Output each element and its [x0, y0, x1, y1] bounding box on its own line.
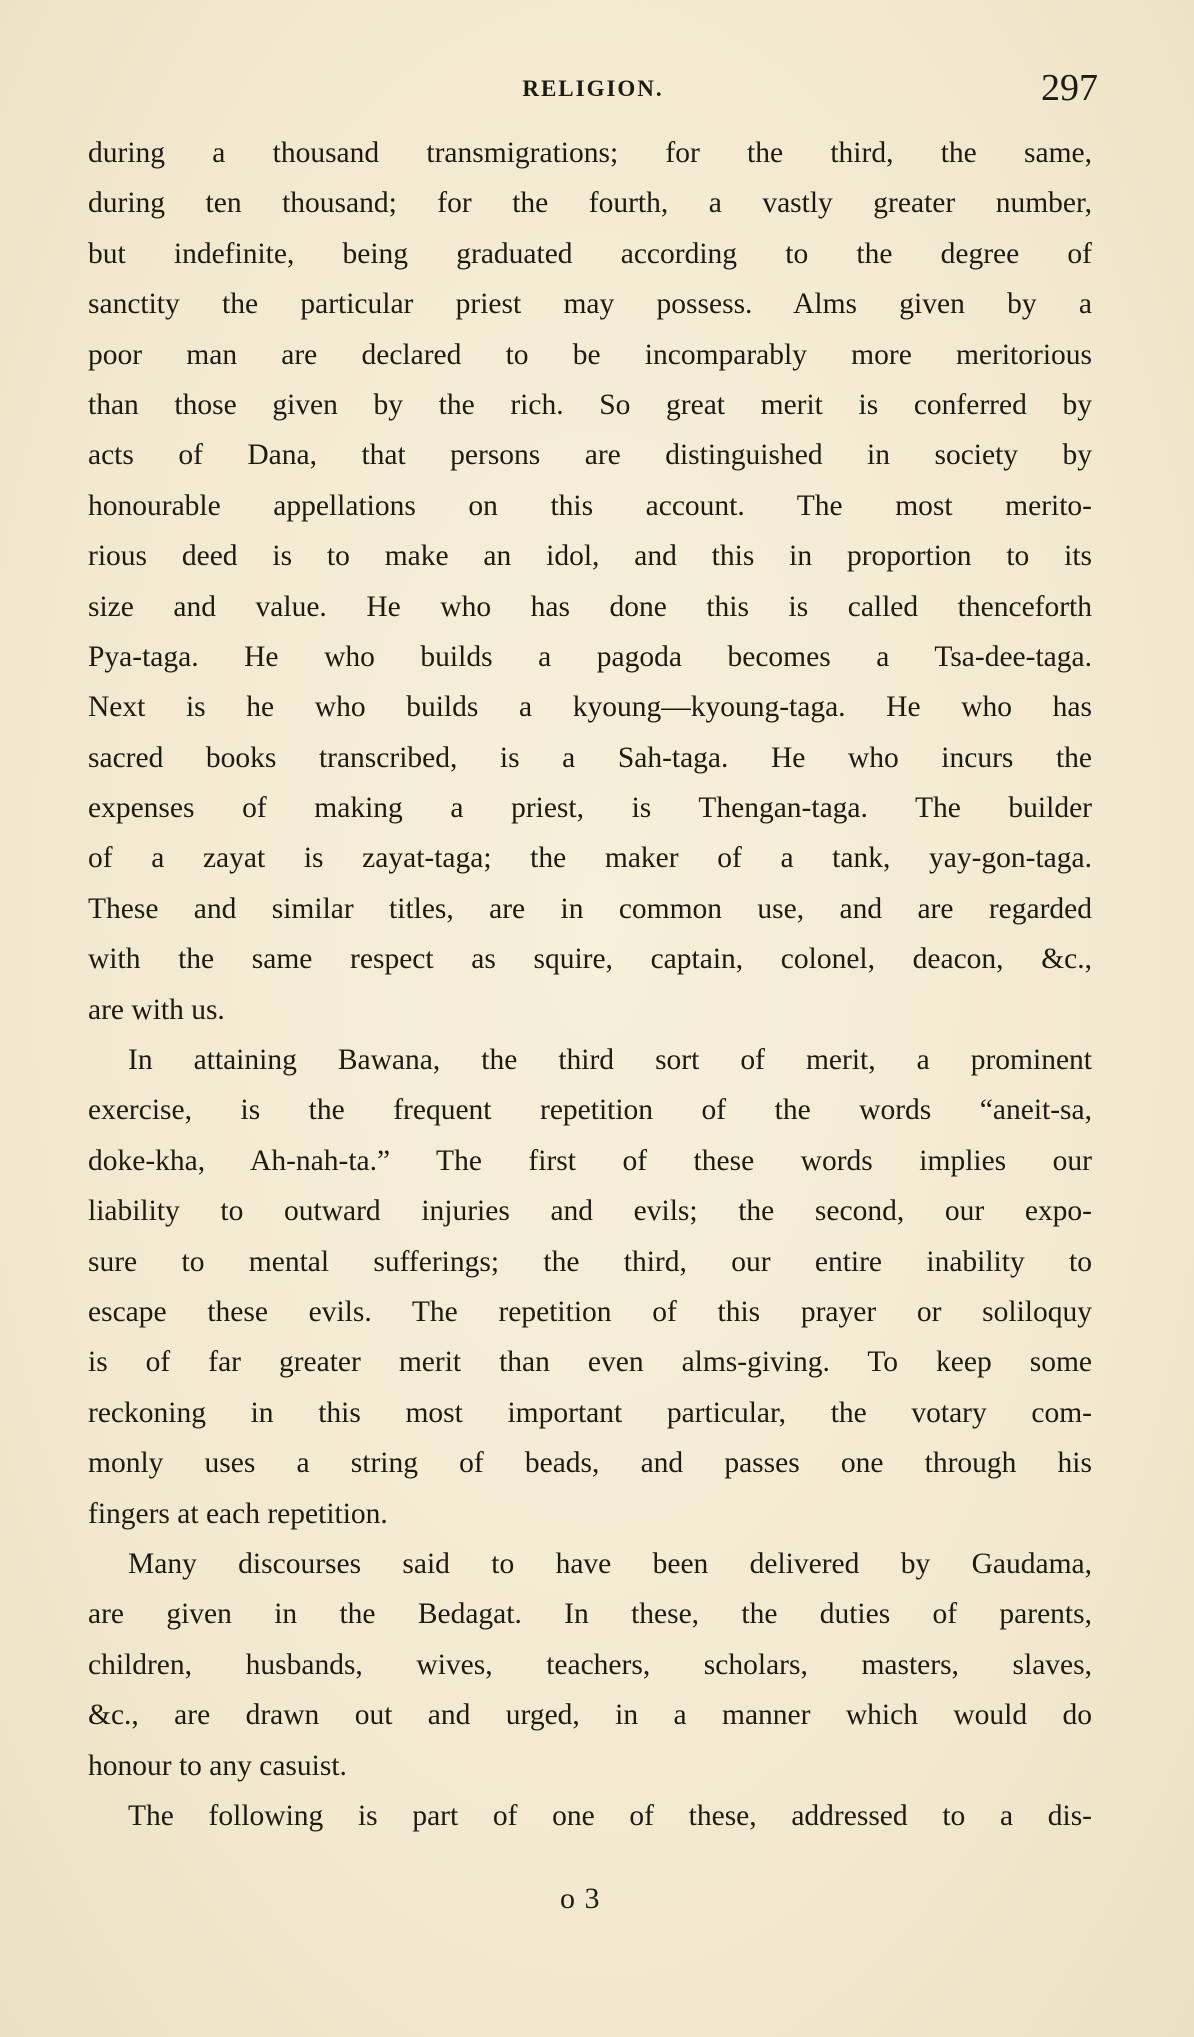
text-line: sanctity the particular priest may possess. Alms given by a [88, 288, 1092, 321]
text-line: during a thousand transmigrations; for the third, the same, [88, 137, 1092, 169]
text-line: acts of Dana, that persons are distinguished in society by [88, 439, 1092, 472]
text-line: honourable appellations on this account. The most merito- [88, 489, 1092, 522]
text-line: is of far greater merit than even alms-giving. To keep some [88, 1346, 1092, 1379]
text-line: reckoning in this most important particular, the votary com- [88, 1396, 1092, 1429]
text-line: sure to mental sufferings; the third, our entire inability to [88, 1245, 1092, 1278]
text-line: are with us. [88, 993, 225, 1026]
text-line: but indefinite, being graduated according to the degree of [88, 237, 1092, 270]
text-line: exercise, is the frequent repetition of the words “aneit-sa, [88, 1094, 1092, 1127]
running-head: RELIGION. [522, 76, 664, 101]
paragraph-start-line: The following is part of one of these, addressed to a dis- [128, 1799, 1092, 1832]
page-number: 297 [1041, 67, 1098, 109]
body-text [88, 128, 1092, 1841]
text-line: monly uses a string of beads, and passes one through his [88, 1447, 1092, 1480]
text-line: expenses of making a priest, is Thengan-taga. The builder [88, 792, 1092, 825]
page-header [88, 64, 1098, 114]
signature-mark: o 3 [560, 1882, 601, 1915]
text-line: size and value. He who has done this is called thenceforth [88, 590, 1092, 623]
text-line: Next is he who builds a kyoung—kyoung-taga. He who has [88, 691, 1092, 724]
text-line: liability to outward injuries and evils; the second, our expo- [88, 1195, 1092, 1228]
text-line: Pya-taga. He who builds a pagoda becomes a Tsa-dee-taga. [88, 640, 1092, 673]
paragraph-start-line: In attaining Bawana, the third sort of merit, a prominent [128, 1044, 1092, 1077]
text-line: honour to any casuist. [88, 1749, 347, 1782]
text-line: doke-kha, Ah-nah-ta.” The first of these words implies our [88, 1144, 1092, 1177]
text-line: than those given by the rich. So great merit is conferred by [88, 388, 1092, 421]
text-line: escape these evils. The repetition of this prayer or soliloquy [88, 1295, 1092, 1328]
text-line: rious deed is to make an idol, and this in proportion to its [88, 540, 1092, 573]
text-line: These and similar titles, are in common use, and are regarded [88, 892, 1092, 925]
text-line: &c., are drawn out and urged, in a manner which would do [88, 1699, 1092, 1732]
paragraph-start-line: Many discourses said to have been delivered by Gaudama, [128, 1547, 1092, 1580]
text-line: children, husbands, wives, teachers, scholars, masters, slaves, [88, 1648, 1092, 1681]
text-line: with the same respect as squire, captain, colonel, deacon, &c., [88, 943, 1092, 976]
text-line: fingers at each repetition. [88, 1497, 388, 1530]
text-line: are given in the Bedagat. In these, the duties of parents, [88, 1598, 1092, 1631]
text-line: sacred books transcribed, is a Sah-taga. He who incurs the [88, 741, 1092, 774]
text-line: during ten thousand; for the fourth, a vastly greater number, [88, 187, 1092, 220]
text-line: poor man are declared to be incomparably more meritorious [88, 338, 1092, 371]
text-line: of a zayat is zayat-taga; the maker of a tank, yay-gon-taga. [88, 842, 1092, 875]
